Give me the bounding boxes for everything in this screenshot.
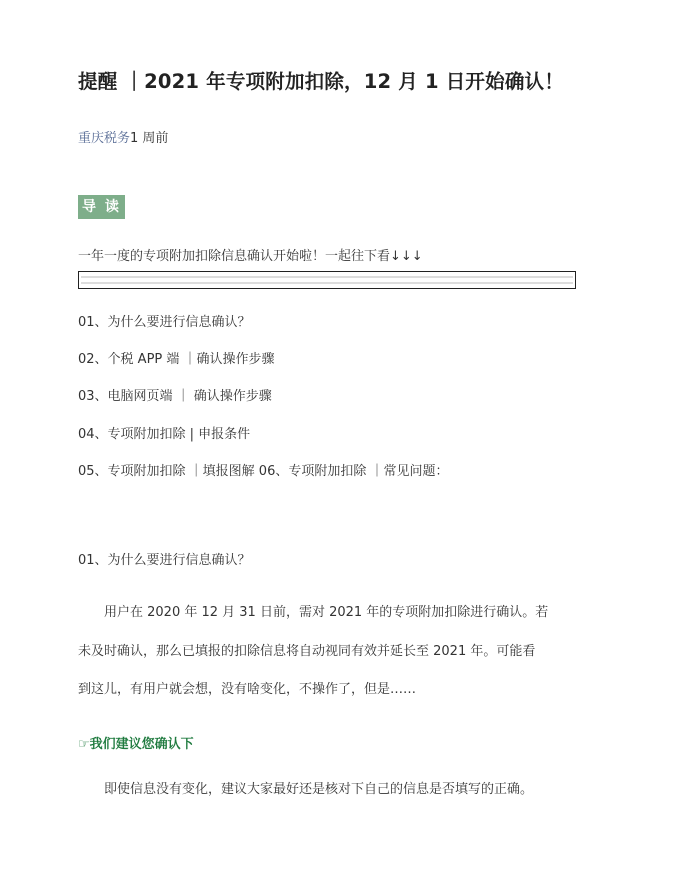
- article-title: 提醒 ｜2021 年专项附加扣除，12 月 1 日开始确认！: [78, 70, 564, 93]
- toc-item: 05、专项附加扣除 ｜填报图解 06、专项附加扣除 ｜常见问题：: [78, 464, 449, 479]
- toc-item: 01、为什么要进行信息确认？: [78, 315, 251, 330]
- paragraph-line: 未及时确认，那么已填报的扣除信息将自动视同有效并延长至 2021 年。可能看: [78, 644, 536, 659]
- paragraph-line: 用户在 2020 年 12 月 31 日前，需对 2021 年的专项附加扣除进行确认。若: [78, 605, 549, 620]
- paragraph-line: 到这儿，有用户就会想，没有啥变化，不操作了，但是……: [78, 682, 417, 697]
- recommend-heading: ☞我们建议您确认下: [78, 737, 194, 752]
- divider-box: [78, 271, 576, 289]
- toc-item: 04、专项附加扣除 | 申报条件: [78, 427, 251, 442]
- article-source-link[interactable]: 重庆税务: [78, 131, 131, 146]
- toc-item: 02、个税 APP 端 ｜确认操作步骤: [78, 352, 275, 367]
- divider-stripe: [81, 276, 573, 278]
- section-heading: 01、为什么要进行信息确认？: [78, 553, 251, 568]
- divider-stripe: [81, 282, 573, 284]
- article-meta: [78, 127, 168, 146]
- intro-text: 一年一度的专项附加扣除信息确认开始啦！一起往下看↓↓↓: [78, 249, 423, 264]
- article-time: 1 周前: [130, 131, 169, 146]
- toc-item: 03、电脑网页端 ｜ 确认操作步骤: [78, 389, 272, 404]
- paragraph-line: 即使信息没有变化，建议大家最好还是核对下自己的信息是否填写的正确。: [78, 782, 534, 797]
- guide-badge: 导 读: [78, 195, 125, 219]
